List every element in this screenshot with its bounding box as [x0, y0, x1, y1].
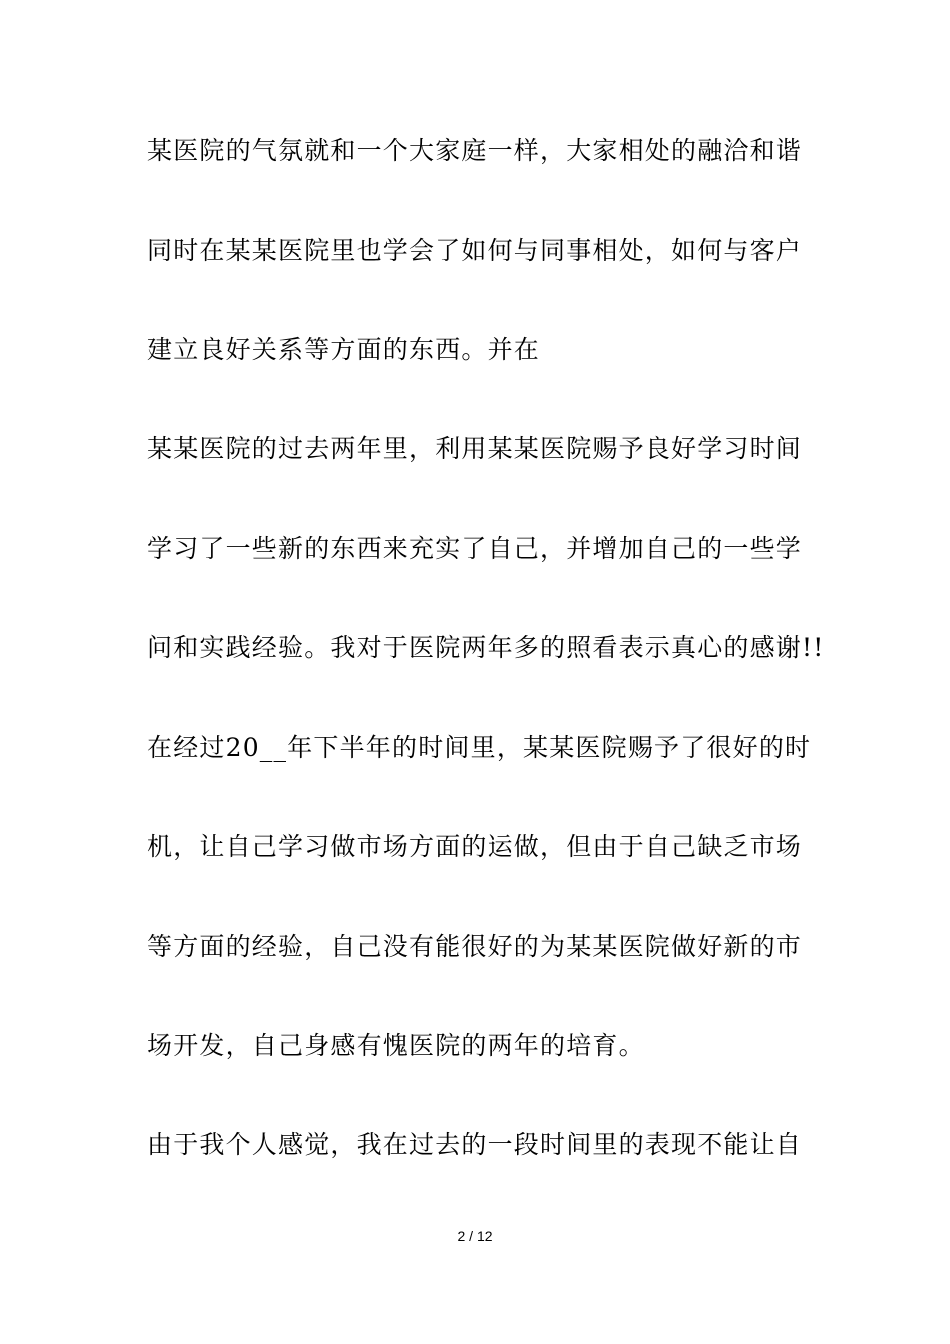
- text-line: 机，让自己学习做市场方面的运做，但由于自己缺乏市场: [147, 832, 803, 861]
- text-line: 场开发，自己身感有愧医院的两年的培育。: [147, 1031, 645, 1060]
- text-line: 某医院的气氛就和一个大家庭一样，大家相处的融洽和谐: [147, 136, 803, 165]
- text-line: 建立良好关系等方面的东西。并在: [147, 335, 541, 364]
- text-line: 某某医院的过去两年里，利用某某医院赐予良好学习时间: [147, 434, 803, 463]
- text-line: 同时在某某医院里也学会了如何与同事相处，如何与客户: [147, 236, 803, 265]
- text-line: 在经过20__年下半年的时间里，某某医院赐予了很好的时: [147, 733, 812, 762]
- text-line: 问和实践经验。我对于医院两年多的照看表示真心的感谢!!: [147, 633, 825, 662]
- page-number: 2 / 12: [457, 1228, 493, 1244]
- text-line: 等方面的经验，自己没有能很好的为某某医院做好新的市: [147, 932, 803, 961]
- text-line: 由于我个人感觉，我在过去的一段时间里的表现不能让自: [147, 1130, 803, 1159]
- text-line: 学习了一些新的东西来充实了自己，并增加自己的一些学: [147, 534, 803, 563]
